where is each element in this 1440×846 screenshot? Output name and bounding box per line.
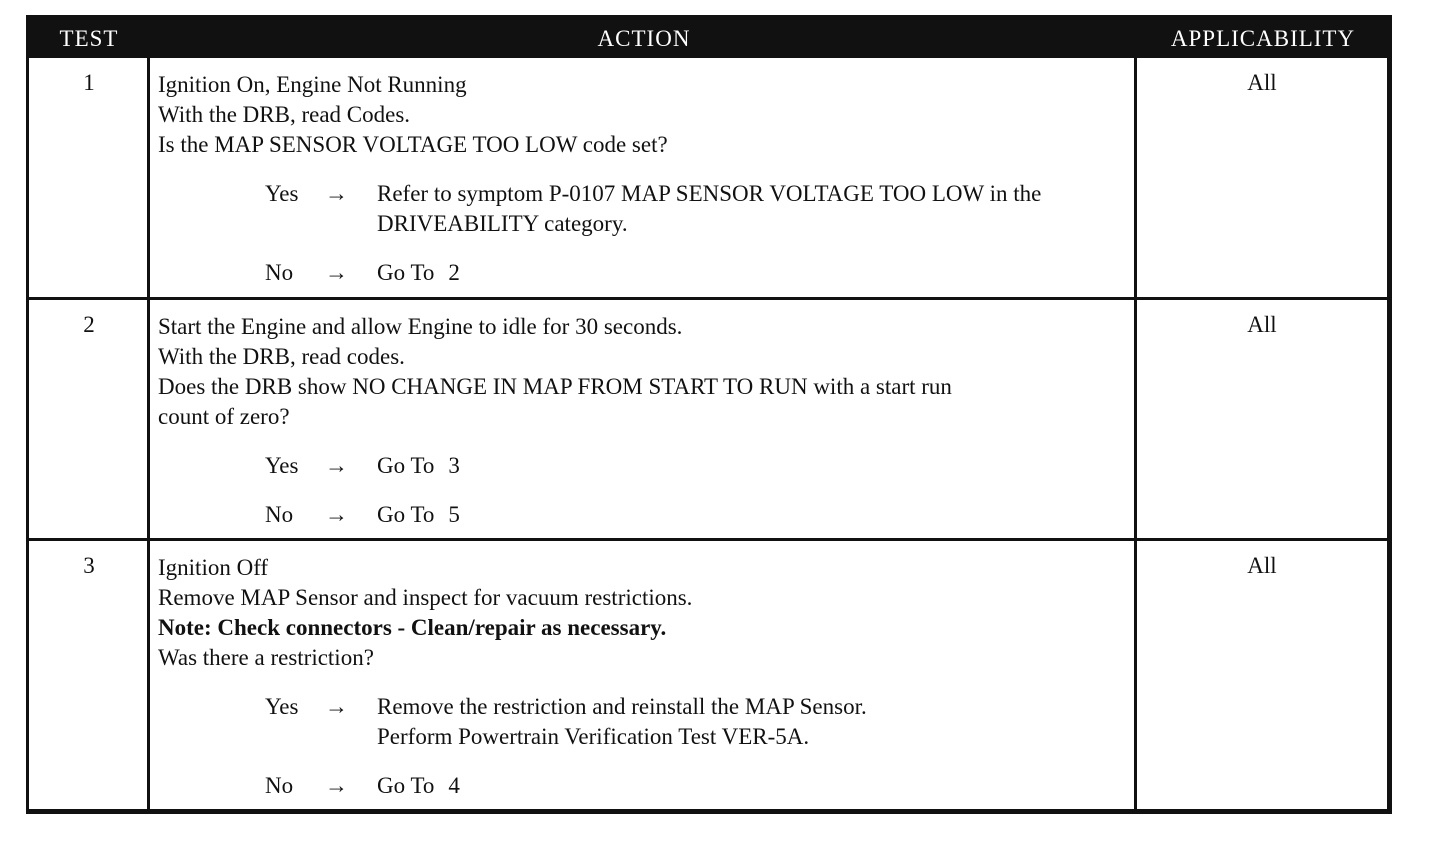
- yes-label: Yes: [265, 181, 299, 206]
- test-number: 1: [83, 70, 95, 95]
- arrow-right-icon: →: [325, 260, 348, 285]
- header-applicability: APPLICABILITY: [1170, 26, 1356, 51]
- table-header: [29, 18, 1387, 58]
- yes-result: Refer to symptom P-0107 MAP SENSOR VOLTAGE TOO LOW in the DRIVEABILITY category.: [377, 181, 1042, 236]
- no-label: No: [265, 502, 294, 527]
- arrow-right-icon: →: [325, 694, 348, 719]
- action-line: Start the Engine and allow Engine to idle for 30 seconds.: [158, 314, 683, 339]
- action-line: Is the MAP SENSOR VOLTAGE TOO LOW code set?: [158, 132, 668, 157]
- test-number: 2: [83, 312, 95, 337]
- arrow-right-icon: →: [325, 453, 348, 478]
- yes-label: Yes: [265, 453, 299, 478]
- yes-label: Yes: [265, 694, 299, 719]
- goto-step: 5: [448, 502, 460, 527]
- action-line: Ignition Off: [158, 555, 269, 580]
- action-line: count of zero?: [158, 404, 290, 429]
- action-line: Remove MAP Sensor and inspect for vacuum restrictions.: [158, 585, 693, 610]
- action-line: With the DRB, read Codes.: [158, 102, 411, 127]
- test-number: 3: [83, 553, 95, 578]
- yes-result-line: Perform Powertrain Verification Test VER-5A.: [377, 724, 810, 749]
- table-row-test-1: [29, 58, 1387, 297]
- no-label: No: [265, 260, 294, 285]
- yes-branch: [265, 692, 1133, 752]
- diagnostic-test-table: [26, 15, 1392, 814]
- action-cell: [158, 553, 1133, 801]
- no-branch: [265, 771, 1133, 801]
- action-line: Does the DRB show NO CHANGE IN MAP FROM START TO RUN with a start run: [158, 374, 952, 399]
- applicability-cell: All: [1247, 553, 1277, 578]
- action-cell: [158, 70, 1133, 288]
- table-row-test-2: [29, 300, 1387, 538]
- goto-label: Go To: [377, 773, 435, 798]
- goto-label: Go To: [377, 453, 435, 478]
- arrow-right-icon: →: [325, 773, 348, 798]
- action-line: With the DRB, read codes.: [158, 344, 405, 369]
- yes-result: [377, 692, 1129, 752]
- yes-result-line: Remove the restriction and reinstall the MAP Sensor.: [377, 694, 867, 719]
- table-row-test-3: [29, 541, 1387, 809]
- arrow-right-icon: →: [325, 181, 348, 206]
- action-line: Ignition On, Engine Not Running: [158, 72, 467, 97]
- yes-branch: [265, 451, 1133, 481]
- note-text: Note: Check connectors - Clean/repair as necessary.: [158, 615, 667, 640]
- yes-branch: [265, 179, 1133, 239]
- goto-step: 4: [448, 773, 460, 798]
- no-branch: [265, 500, 1133, 530]
- header-action: ACTION: [597, 26, 691, 51]
- goto-step: 2: [448, 260, 460, 285]
- action-question: Was there a restriction?: [158, 645, 374, 670]
- goto-label: Go To: [377, 260, 435, 285]
- action-cell: [158, 312, 1133, 530]
- no-label: No: [265, 773, 294, 798]
- arrow-right-icon: →: [325, 502, 348, 527]
- applicability-cell: All: [1247, 312, 1277, 337]
- goto-step: 3: [448, 453, 460, 478]
- no-branch: [265, 258, 1133, 288]
- header-test: TEST: [59, 26, 119, 51]
- goto-label: Go To: [377, 502, 435, 527]
- applicability-cell: All: [1247, 70, 1277, 95]
